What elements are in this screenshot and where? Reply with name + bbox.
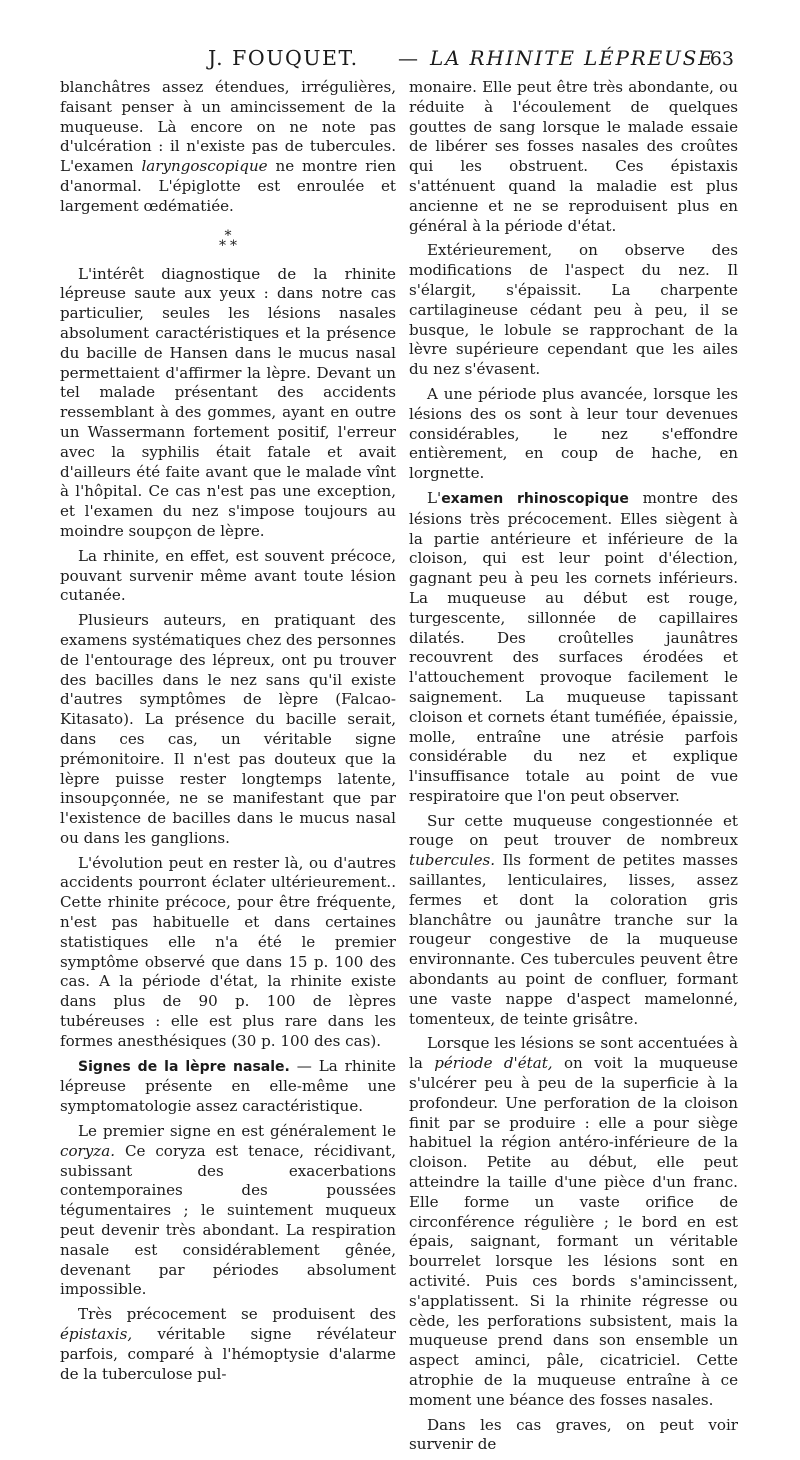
text: — La rhinite lépreuse présente en elle-même une symptomatologie assez caractéristique.: [60, 1056, 396, 1116]
paragraph: monaire. Elle peut être très abondante, ou réduite à l'écoulement de quelques gouttes de sang lorsque le malade essaie de libérer ses fosses nasales des croûtes qui les obstruent. Ces épistaxis s'atténuent quand la maladie est plus ancienne et ne se reproduisent plus en général à la période d'état.: [409, 78, 738, 235]
paragraph: Extérieurement, on observe des modifications de l'aspect du nez. Il s'élargit, s'épaissit. La charpente cartilagineuse cédant peu à peu, il se busque, le lobule se rapprochant de la lèvre supérieure cependant que les ailes du nez s'évasent.: [409, 241, 738, 379]
paragraph: A une période plus avancée, lorsque les lésions des os sont à leur tour devenues considérables, le nez s'effondre entièrement, en coup de hache, en lorgnette.: [409, 384, 738, 483]
running-header: [58, 46, 736, 76]
paragraph: [60, 78, 396, 217]
right-column: [409, 78, 738, 1460]
text-italic: laryngoscopique: [141, 157, 268, 176]
section-heading: Signes de la lèpre nasale.: [78, 1058, 290, 1075]
text: Le premier signe en est généralement le: [78, 1122, 396, 1141]
paragraph: [409, 812, 738, 1030]
paragraph: Plusieurs auteurs, en pratiquant des examens systématiques chez des personnes de l'entourage des lépreux, ont pu trouver des bacilles dans le nez sans qu'il existe d'autres symptômes de lèpre (Falcao-Kitasato). La présence du bacille serait, dans ces cas, un véritable signe prémonitoire. Il n'est pas douteux que la lèpre puisse rester longtemps latente, insoupçonnée, ne se manifestant que par l'existence de bacilles dans le mucus nasal ou dans les ganglions.: [60, 611, 396, 847]
paragraph: [60, 1057, 396, 1117]
text-italic: épistaxis,: [60, 1325, 133, 1344]
text: Ce coryza est tenace, récidivant, subissant des exacerbations contemporaines des poussées tégumentaires ; le suintement muqueux peut devenir très abondant. La respiration nasale est considérablement gênée, devenant par périodes absolument impossible.: [60, 1141, 396, 1299]
text: ne montre rien d'anormal. L'épiglotte est enroulée et largement œdématiée.: [60, 157, 396, 215]
header-author: J. FOUQUET.: [208, 46, 359, 70]
asterism-star: *: [219, 237, 226, 254]
paragraph: [60, 1122, 396, 1300]
header-title: LA RHINITE LÉPREUSE: [430, 46, 715, 70]
asterism-star: *: [224, 227, 232, 244]
paragraph: La rhinite, en effet, est souvent précoce, pouvant survenir même avant toute lésion cutanée.: [60, 546, 396, 605]
paragraph: [409, 489, 738, 807]
left-column: [60, 78, 396, 1389]
header-dash: —: [398, 46, 418, 70]
text-italic: coryza.: [60, 1141, 116, 1160]
page-number: 63: [709, 48, 734, 70]
asterism-divider: [60, 227, 396, 254]
paragraph: Dans les cas graves, on peut voir survenir de: [409, 1415, 738, 1454]
text: on voit la muqueuse s'ulcérer peu à peu de la superficie à la profondeur. Une perforation de la cloison finit par se produire : elle a pour siège habituel la région antéro-inférieure de la cloison. Petite au début, elle peut atteindre la taille d'une pièce d'un franc. Elle forme un vaste orifice de circonférence régulière ; le bord en est épais, saignant, formant un véritable bourrelet lorsque les lésions sont en activité. Puis ces bords s'amincissent, s'applatissent. Si la rhinite régresse ou cède, les perforations subsistent, mais la muqueuse prend dans son ensemble un aspect aminci, pâle, cicatriciel. Cette atrophie de la muqueuse entraîne à ce moment une béance des fosses nasales.: [409, 1054, 738, 1409]
text-italic: période d'état,: [434, 1054, 553, 1073]
paragraph: [409, 1034, 738, 1410]
paragraph: [60, 1305, 396, 1384]
text: Sur cette muqueuse congestionnée et rouge on peut trouver de nombreux: [409, 811, 738, 850]
asterism-star: *: [230, 237, 237, 254]
paragraph: L'évolution peut en rester là, ou d'autres accidents pourront éclater ultérieurement.. Cette rhinite précoce, pour être fréquente, n'est pas habituelle et dans certaines statistiques elle n'a été le premier symptôme observé que dans 15 p. 100 des cas. A la période d'état, la rhinite existe dans plus de 90 p. 100 de lèpres tubéreuses : elle est plus rare dans les formes anesthésiques (30 p. 100 des cas).: [60, 853, 396, 1050]
section-heading: examen rhinoscopique: [441, 490, 629, 507]
paragraph: L'intérêt diagnostique de la rhinite lépreuse saute aux yeux : dans notre cas particulier, seules les lésions nasales absolument caractéristiques et la présence du bacille de Hansen dans le mucus nasal permettaient d'affirmer la lèpre. Devant un tel malade présentant des accidents ressemblant à des gommes, ayant en outre un Wassermann fortement positif, l'erreur avec la syphilis était fatale et avait d'ailleurs été faite avant que le malade vînt à l'hôpital. Ce cas n'est pas une exception, et l'examen du nez s'impose toujours au moindre soupçon de lèpre.: [60, 264, 396, 540]
text: véritable signe révélateur parfois, comparé à l'hémoptysie d'alarme de la tuberculose pul-: [60, 1325, 396, 1383]
text: L': [427, 488, 442, 507]
text-italic: tubercules.: [409, 851, 496, 870]
text: montre des lésions très précocement. Elles siègent à la partie antérieure et inférieure de la cloison, qui est leur point d'élection, gagnant peu à peu les cornets inférieurs. La muqueuse au début est rouge, turgescente, sillonnée de capillaires dilatés. Des croûtelles jaunâtres recouvrent des surfaces érodées et l'attouchement provoque facilement le saignement. La muqueuse tapissant cloison et cornets étant tuméfiée, épaissie, molle, entraîne une atrésie parfois considérable du nez et explique l'insuffisance totale au point de vue respiratoire que l'on peut observer.: [409, 488, 738, 805]
text: Très précocement se produisent des: [78, 1305, 396, 1324]
text: Lorsque les lésions se sont accentuées à la: [409, 1034, 738, 1073]
text: blanchâtres assez étendues, irrégulières, faisant penser à un amincissement de la muqueuse. Là encore on ne note pas d'ulcération : il n'existe pas de tubercules. L'examen: [60, 78, 396, 176]
text: Ils forment de petites masses saillantes, lenticulaires, lisses, assez fermes et dont la coloration gris blanchâtre ou jaunâtre tranche sur la rougeur congestive de la muqueuse environnante. Ces tubercules peuvent être abondants au point de confluer, formant une vaste nappe d'aspect mamelonné, tomenteux, de teinte grisâtre.: [409, 851, 738, 1028]
